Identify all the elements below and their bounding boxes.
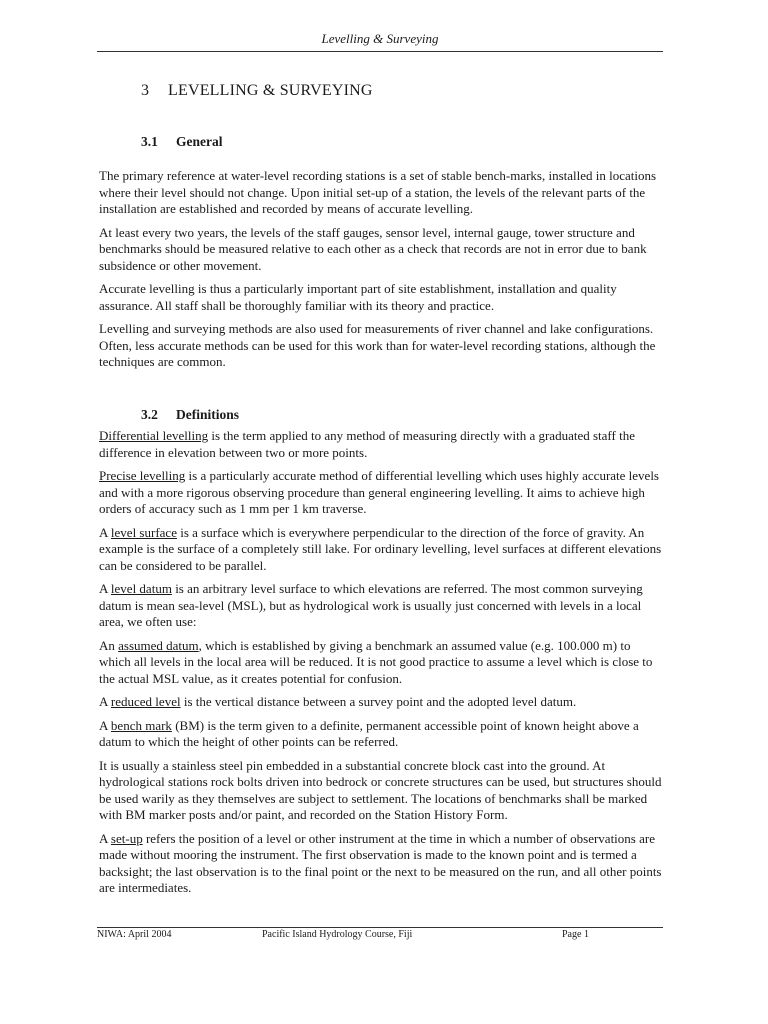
definitions-section-body	[99, 428, 665, 904]
definition-lead: A	[99, 524, 111, 540]
chapter-number: 3	[141, 82, 150, 99]
footer-rule	[97, 927, 663, 928]
section-number: 3.2	[141, 407, 158, 422]
definition-paragraph	[99, 758, 665, 824]
definition-text: , which is established by giving a benchmark an assumed value (e.g. 100.000 m) to which all levels in the local area will be reduced. It is not good practice to assume a level which is close to the actual MSL value, as it creates potential for confusion.	[99, 637, 653, 686]
definition-text: is the term applied to any method of measuring directly with a graduated staff the difference in elevation between two or more points.	[99, 428, 635, 460]
definition-lead: It is usually a stainless steel pin embedded in a substantial concrete block cast into the ground. At hydrological stations rock bolts driven into bedrock or concrete structures can be used, but structures should be used warily as they themselves are subject to settlement. The locations of benchmarks shall be marked with BM marker posts and/or paint, and recorded on the Station History Form.	[99, 757, 662, 822]
footer-date: NIWA: April 2004	[97, 929, 172, 940]
definition-text: (BM) is the term given to a definite, permanent accessible point of known height above a datum to which the height of other points can be referred.	[99, 717, 639, 749]
running-header: Levelling & Surveying	[321, 31, 439, 46]
definition-paragraph	[99, 718, 665, 751]
definition-text: is an arbitrary level surface to which elevations are referred. The most common surveying datum is mean sea-level (MSL), but as hydrological work is usually just concerned with levels in a local area, we often use:	[99, 581, 643, 629]
definition-paragraph	[99, 428, 665, 461]
defined-term: reduced level	[110, 694, 181, 709]
definition-lead: A	[99, 694, 111, 709]
definition-paragraph	[99, 581, 665, 631]
definition-paragraph	[99, 831, 665, 897]
definition-text: is a surface which is everywhere perpendicular to the direction of the force of gravity. An example is the surface of a completely still lake. For ordinary levelling, level surfaces at different elevations can be considered to be parallel.	[99, 524, 662, 573]
definition-paragraph	[99, 468, 665, 518]
defined-term: Differential levelling	[99, 428, 209, 443]
footer-page-number: Page 1	[562, 929, 589, 940]
defined-term: bench mark	[110, 717, 172, 733]
general-section-body	[99, 168, 665, 378]
defined-term: set-up	[110, 830, 143, 846]
section-title: Definitions	[176, 407, 240, 422]
footer-course: Pacific Island Hydrology Course, Fiji	[262, 929, 413, 940]
definition-lead: A	[99, 830, 111, 846]
header-rule	[97, 51, 663, 52]
paragraph: The primary reference at water-level recording stations is a set of stable bench-marks, installed in locations where their level should not change. Upon initial set-up of a station, the levels of the relevant parts of the installation are established and recorded by means of accurate levelling.	[99, 168, 657, 216]
section-number: 3.1	[141, 134, 158, 149]
chapter-heading	[141, 80, 373, 102]
definition-paragraph	[99, 638, 665, 688]
defined-term: level surface	[110, 524, 177, 540]
chapter-title: LEVELLING & SURVEYING	[168, 82, 373, 99]
definition-paragraph	[99, 694, 665, 711]
definition-lead: A	[99, 717, 111, 733]
definition-lead: A	[99, 581, 111, 596]
definition-paragraph	[99, 525, 665, 575]
defined-term: level datum	[110, 581, 172, 596]
section-heading-definitions	[141, 406, 239, 424]
definition-text: refers the position of a level or other instrument at the time in which a number of observations are made without mooring the instrument. The first observation is made to the known point and is termed a backsight; the last observation is to the final point or the next to be measured on the run, and all other points are intermediates.	[99, 830, 662, 895]
definition-lead: An	[99, 637, 119, 653]
definition-text: is a particularly accurate method of differential levelling which uses highly accurate levels and with a more rigorous observing procedure than general engineering levelling. It aims to achieve high orders of accuracy such as 1 mm per 1 km traverse.	[99, 468, 659, 516]
defined-term: assumed datum	[118, 637, 199, 653]
paragraph: At least every two years, the levels of the staff gauges, sensor level, internal gauge, tower structure and benchmarks should be measured relative to each other as a check that records are not in error due to bank subsidence or other movement.	[99, 224, 647, 273]
paragraph: Accurate levelling is thus a particularly important part of site establishment, installation and quality assurance. All staff shall be thoroughly familiar with its theory and practice.	[99, 281, 617, 313]
section-title: General	[176, 134, 223, 149]
section-heading-general	[141, 133, 223, 151]
definition-text: is the vertical distance between a survey point and the adopted level datum.	[180, 694, 577, 709]
defined-term: Precise levelling	[99, 468, 186, 483]
paragraph: Levelling and surveying methods are also used for measurements of river channel and lake configurations. Often, less accurate methods can be used for this work than for water-level recording stations, although the techniques are common.	[99, 321, 656, 369]
